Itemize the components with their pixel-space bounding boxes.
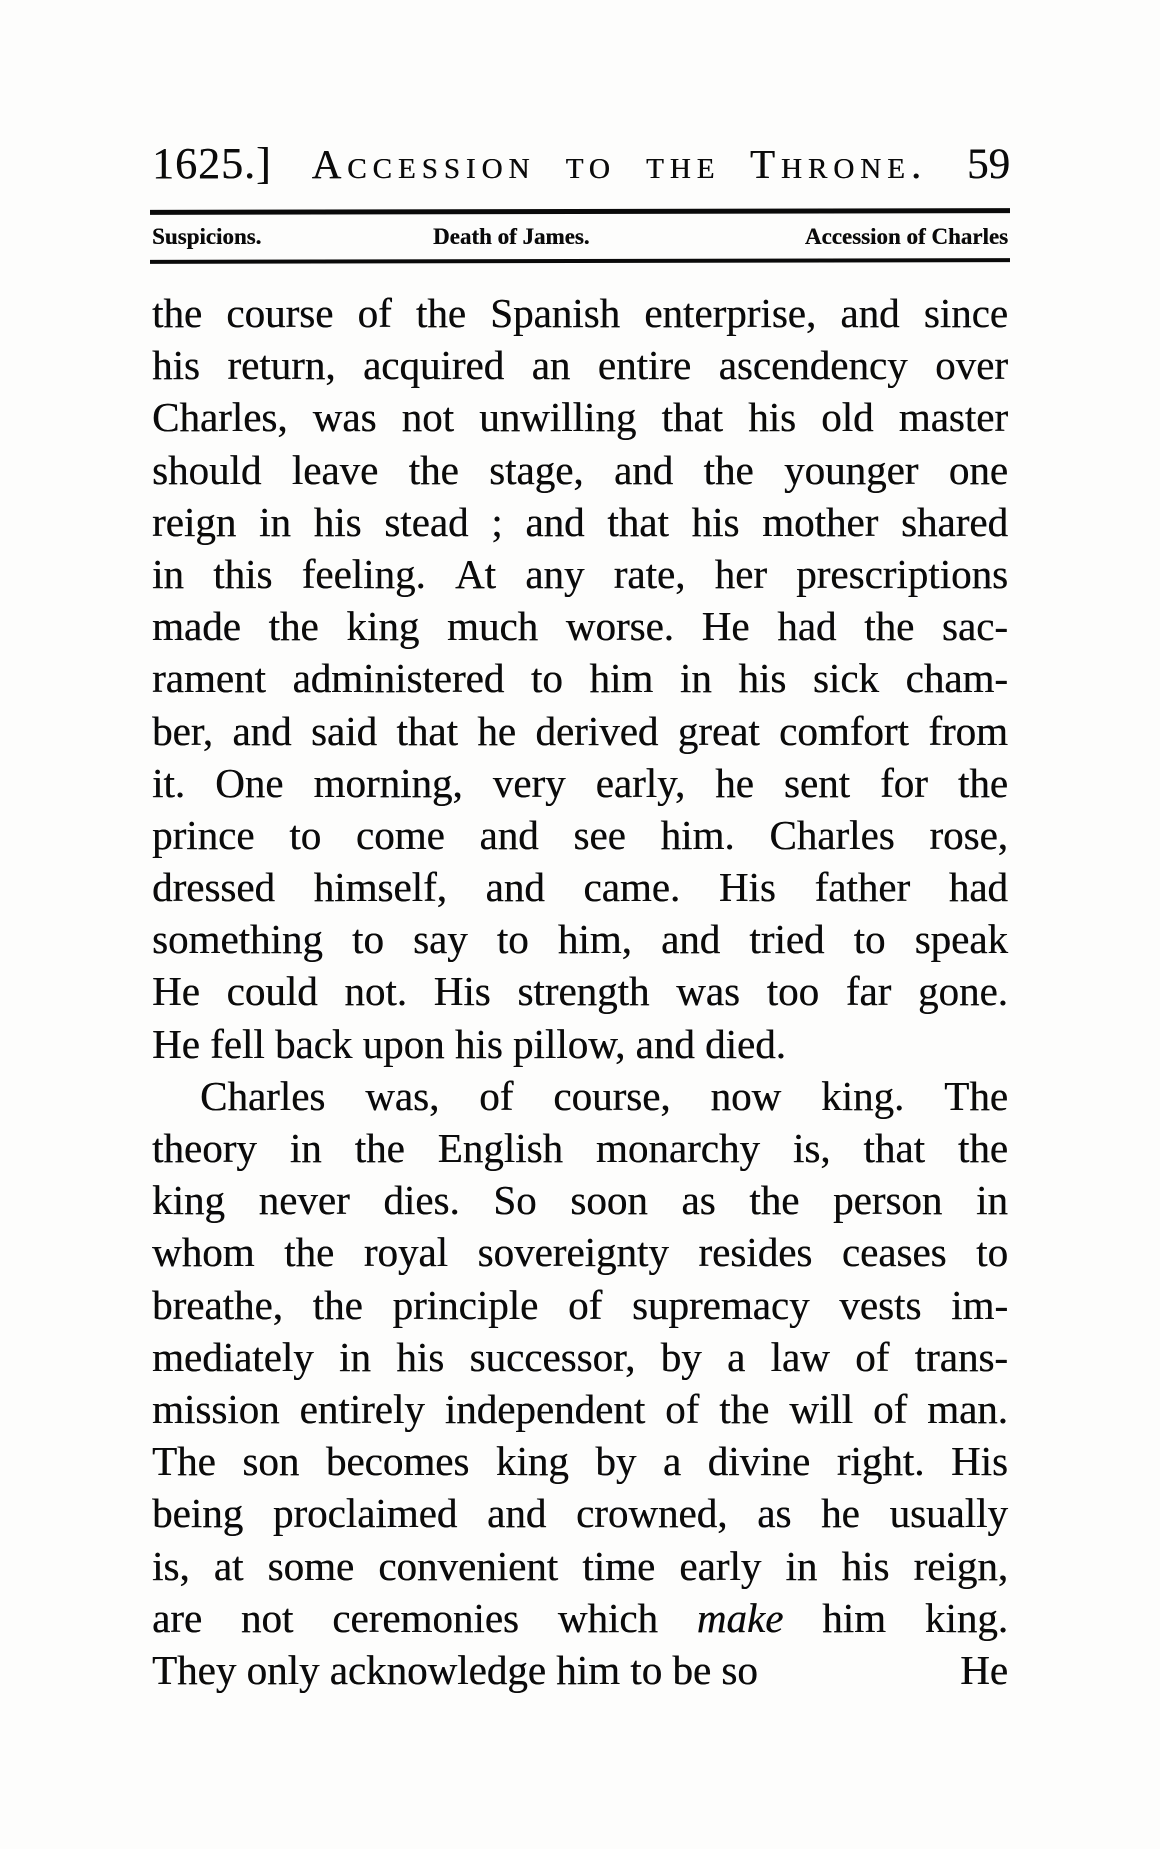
text-line: He fell back upon his pillow, and died. xyxy=(152,1020,786,1067)
header-rule-top xyxy=(150,208,1010,215)
text-line: prince to come and see him. Charles rose, xyxy=(152,811,1008,858)
running-head-right: Accession of Charles xyxy=(804,224,1008,249)
text-line: theory in the English monarchy is, that the xyxy=(152,1125,1008,1171)
running-head-center: Death of James. xyxy=(433,224,590,249)
page-header xyxy=(152,138,1010,189)
text-line: mediately in his successor, by a law of trans- xyxy=(152,1333,1008,1380)
text-line: the course of the Spanish enterprise, and since xyxy=(152,290,1008,336)
text-line: should leave the stage, and the younger one xyxy=(152,446,1008,493)
text-line: ber, and said that he derived great comfort from xyxy=(152,707,1008,754)
text-line: He could not. His strength was too far gone. xyxy=(152,968,1008,1015)
text-line: something to say to him, and tried to speak xyxy=(152,916,1008,963)
running-heads-row xyxy=(152,224,1008,254)
text-line: whom the royal sovereignty resides ceases to xyxy=(152,1229,1008,1276)
page-body-text xyxy=(152,287,1008,1696)
running-head-left: Suspicions. xyxy=(152,224,262,249)
text-line: dressed himself, and came. His father had xyxy=(152,864,1008,911)
page-number: 59 xyxy=(966,141,1010,188)
page-title: Accession to the Throne. xyxy=(311,141,928,187)
text-line: in this feeling. At any rate, her prescriptions xyxy=(152,550,1008,597)
text-line: made the king much worse. He had the sac- xyxy=(152,603,1008,650)
year-label: 1625.] xyxy=(152,139,272,188)
text-line: Charles, was not unwilling that his old master xyxy=(152,394,1008,441)
text-line: They only acknowledge him to be so He xyxy=(152,1646,1008,1693)
text-line: Charles was, of course, now king. The xyxy=(200,1072,1008,1119)
header-rule-bottom xyxy=(150,258,1010,264)
text-line: rament administered to him in his sick cham- xyxy=(152,655,1008,702)
text-line: it. One morning, very early, he sent for the xyxy=(152,759,1008,806)
text-line: king never dies. So soon as the person in xyxy=(152,1177,1008,1224)
text-line: being proclaimed and crowned, as he usually xyxy=(152,1490,1008,1537)
text-line: reign in his stead ; and that his mother shared xyxy=(152,498,1008,545)
text-line: his return, acquired an entire ascendency over xyxy=(152,342,1008,389)
text-line: is, at some convenient time early in his reign, xyxy=(152,1542,1008,1589)
text-line: mission entirely independent of the will of man. xyxy=(152,1385,1008,1432)
text-line: are not ceremonies which make him king. xyxy=(152,1594,1008,1641)
text-line: The son becomes king by a divine right. His xyxy=(152,1438,1008,1485)
text-line: breathe, the principle of supremacy vests im- xyxy=(152,1281,1008,1328)
